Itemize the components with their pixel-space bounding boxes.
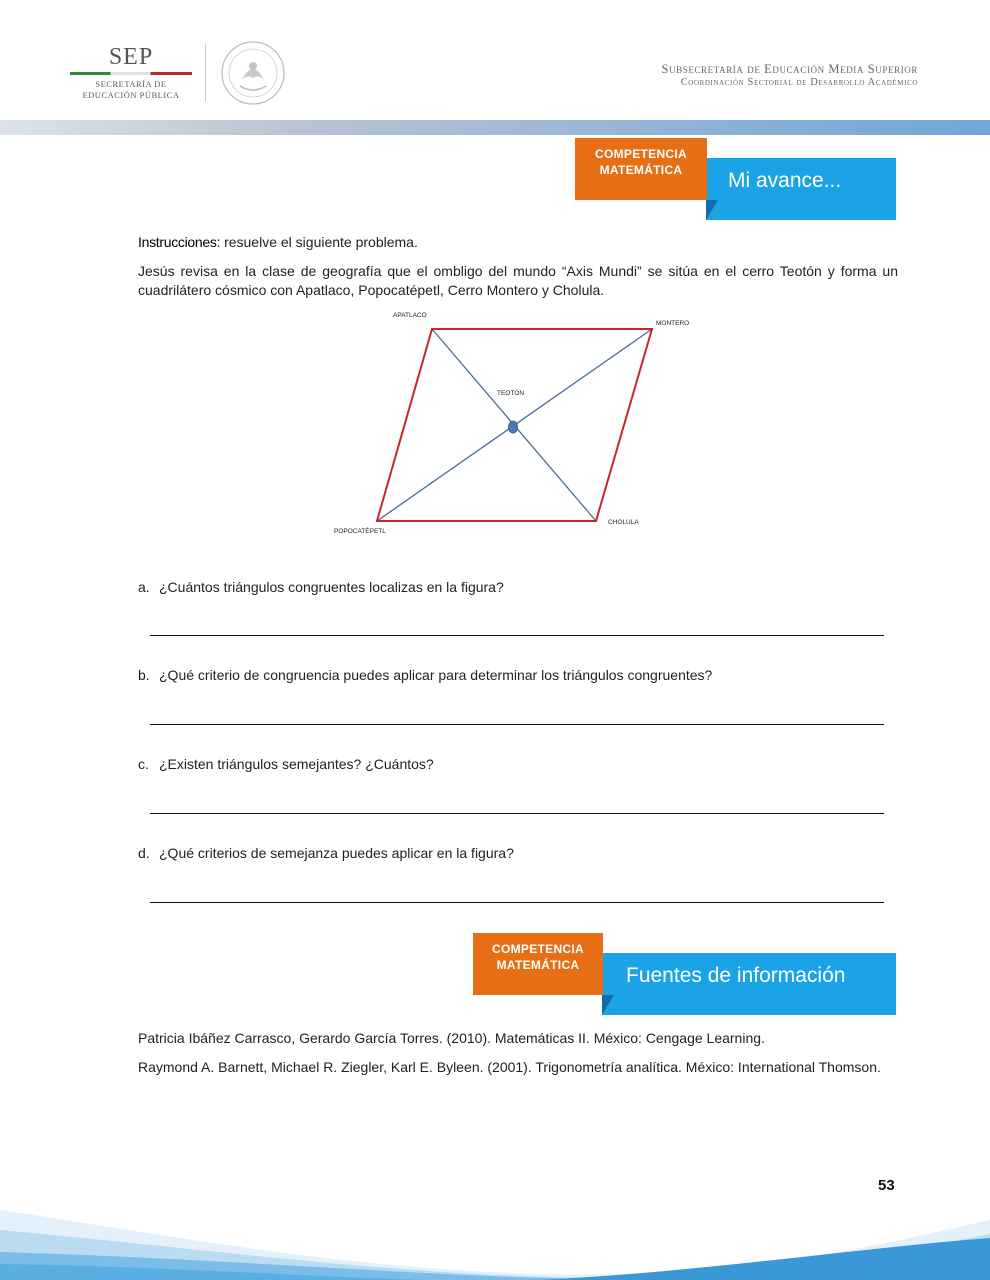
sep-logo-title: SEP: [108, 44, 154, 70]
org-line-2: Coordinación Sectorial de Desarrollo Académico: [680, 77, 918, 88]
question-b: [138, 667, 712, 683]
badge-fold: [602, 995, 614, 1015]
badge-title-fuentes: [602, 953, 896, 1015]
instructions: [138, 233, 898, 252]
sep-logo-subtitle-1: SECRETARÍA DE: [95, 79, 167, 89]
page-number: 53: [878, 1177, 895, 1194]
org-line-1: Subsecretaría de Educación Media Superior: [661, 62, 918, 76]
badge-category-line-2: MATEMÁTICA: [599, 163, 683, 177]
reference-1: Patricia Ibáñez Carrasco, Gerardo García Torres. (2010). Matemáticas II. México: Cengage Learning.: [138, 1030, 765, 1046]
badge-title-text: Mi avance...: [728, 169, 842, 192]
answer-line-c[interactable]: [150, 813, 884, 814]
problem-text: Jesús revisa en la clase de geografía que el ombligo del mundo “Axis Mundi” se sitúa en el cerro Teotón y forma un cuadrilátero cósmico con Apatlaco, Popocatépetl, Cerro Montero y Cholula.: [138, 263, 898, 298]
answer-line-b[interactable]: [150, 724, 884, 725]
badge-category-line-2: MATEMÁTICA: [496, 958, 580, 972]
label-popocatepetl: POPOCATÉPETL: [334, 528, 386, 535]
question-c: [138, 756, 434, 772]
label-apatlaco: APATLACO: [393, 312, 427, 319]
instructions-label: Instrucciones:: [138, 234, 221, 250]
question-letter: d.: [138, 845, 150, 861]
question-text: ¿Cuántos triángulos congruentes localizas en la figura?: [159, 579, 504, 595]
badge-category-line-1: COMPETENCIA: [595, 147, 687, 161]
badge-title-mi-avance: [706, 158, 896, 220]
header-organization: [661, 62, 918, 90]
header-divider: [205, 44, 206, 102]
question-letter: b.: [138, 667, 150, 683]
national-seal-icon: [220, 40, 286, 106]
badge-category: [575, 138, 707, 200]
badge-fold: [706, 200, 718, 220]
answer-line-d[interactable]: [150, 902, 884, 903]
header-band: [0, 120, 990, 135]
badge-category-line-1: COMPETENCIA: [492, 942, 584, 956]
badge-title-text: Fuentes de información: [626, 964, 846, 987]
label-teoton: TEOTÓN: [497, 390, 525, 397]
sep-logo: [70, 44, 192, 101]
question-text: ¿Existen triángulos semejantes? ¿Cuántos?: [159, 756, 434, 772]
label-montero: MONTERO: [656, 320, 690, 327]
reference-2: Raymond A. Barnett, Michael R. Ziegler, Karl E. Byleen. (2001). Trigonometría analítica. México: International Thomson.: [138, 1059, 881, 1075]
question-d: [138, 845, 514, 861]
footer-waves: [0, 1190, 990, 1280]
question-a: [138, 579, 504, 595]
question-letter: c.: [138, 756, 149, 772]
flag-stripe: [70, 72, 192, 75]
question-text: ¿Qué criterio de congruencia puedes aplicar para determinar los triángulos congruentes?: [159, 667, 713, 683]
sep-logo-subtitle-2: EDUCACIÓN PÚBLICA: [82, 90, 180, 100]
answer-line-a[interactable]: [150, 635, 884, 636]
question-text: ¿Qué criterios de semejanza puedes aplicar en la figura?: [159, 845, 514, 861]
teoton-point: [509, 421, 518, 433]
quadrilateral-figure: [320, 305, 720, 540]
instructions-text: resuelve el siguiente problema.: [220, 234, 418, 250]
label-cholula: CHOLULA: [608, 519, 639, 526]
badge-category: [473, 933, 603, 995]
question-letter: a.: [138, 579, 150, 595]
